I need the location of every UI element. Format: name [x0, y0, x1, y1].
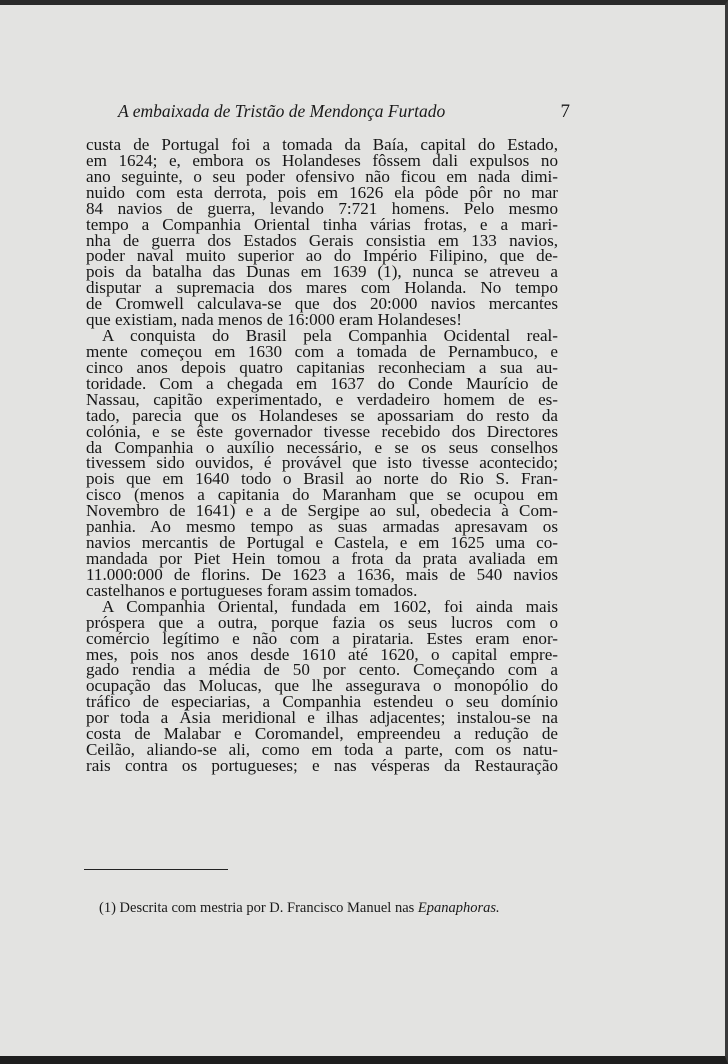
- text-line: próspera que a outra, porque fazia os seus lucros com o: [86, 612, 558, 632]
- text-line: em 1624; e, embora os Holandeses fôssem dali expulsos no: [86, 150, 558, 170]
- text-line: da Companhia o auxílio necessário, e se os seus conselhos: [86, 437, 558, 457]
- text-line: tráfico de especiarias, a Companhia estendeu o seu domínio: [86, 692, 558, 712]
- text-line: mandada por Piet Hein tomou a frota da prata avaliada em: [86, 548, 558, 568]
- paragraph-end-line: que existiam, nada menos de 16:000 eram Holandeses!: [86, 310, 462, 330]
- running-title: A embaixada de Tristão de Mendonça Furtado: [118, 101, 446, 121]
- text-line: nha de guerra dos Estados Gerais consistia em 133 navios,: [86, 230, 558, 250]
- text-line: rais contra os portugueses; e nas vésperas da Restauração: [86, 755, 558, 775]
- paragraph-start-line: A Companhia Oriental, fundada em 1602, foi ainda mais: [102, 596, 558, 616]
- text-line: colónia, e se êste governador tivesse recebido dos Directores: [86, 421, 558, 441]
- text-line: por toda a Ásia meridional e ilhas adjacentes; instalou-se na: [86, 708, 558, 728]
- text-line: costa de Malabar e Coromandel, empreendeu a redução de: [86, 724, 558, 744]
- text-line: ocupação das Molucas, que lhe assegurava o monopólio do: [86, 676, 558, 696]
- paragraph-end-line: castelhanos e portugueses foram assim tomados.: [86, 580, 418, 600]
- running-head: [118, 101, 570, 125]
- body-text: [86, 137, 558, 774]
- text-line: navios mercantis de Portugal e Castela, e em 1625 uma co-: [86, 533, 558, 553]
- footnote-work-title: Epanaphoras.: [417, 900, 500, 916]
- footnote-separator: [84, 869, 228, 870]
- page-number: 7: [560, 101, 570, 122]
- footnote-text: (1) Descrita com mestria por D. Francisco Manuel nas: [99, 900, 418, 916]
- text-line: 11.000:000 de florins. De 1623 a 1636, mais de 540 navios: [86, 564, 558, 584]
- text-line: mes, pois nos anos desde 1610 até 1620, o capital empre-: [86, 644, 558, 664]
- footnote: [99, 900, 569, 917]
- text-line: custa de Portugal foi a tomada da Baía, capital do Estado,: [86, 135, 558, 154]
- text-line: comércio legítimo e não com a pirataria. Estes eram enor-: [86, 628, 558, 648]
- text-line: Nassau, capitão experimentado, e verdadeiro homem de es-: [86, 389, 558, 409]
- text-line: cinco anos depois quatro capitanias reconheciam a sua au-: [86, 357, 558, 377]
- text-line: disputar a supremacia dos mares com Holanda. No tempo: [86, 278, 558, 298]
- text-line: 84 navios de guerra, levando 7:721 homens. Pelo mesmo: [86, 198, 558, 218]
- text-line: Novembro de 1641) e a de Sergipe ao sul, obedecia à Com-: [86, 501, 558, 521]
- text-line: Ceilão, aliando-se ali, como em toda a parte, com os natu-: [86, 740, 558, 760]
- text-line: tado, parecia que os Holandeses se apossariam do resto da: [86, 405, 558, 425]
- text-line: toridade. Com a chegada em 1637 do Conde Maurício de: [86, 373, 558, 393]
- text-line: de Cromwell calculava-se que dos 20:000 navios mercantes: [86, 294, 558, 314]
- text-line: panhia. Ao mesmo tempo as suas armadas apresavam os: [86, 517, 558, 537]
- text-line: pois da batalha das Dunas em 1639 (1), nunca se atreveu a: [86, 262, 558, 282]
- text-line: tempo a Companhia Oriental tinha várias frotas, e a mari-: [86, 214, 558, 234]
- text-line: mente começou em 1630 com a tomada de Pernambuco, e: [86, 341, 558, 361]
- text-line: ano seguinte, o seu poder ofensivo não ficou em nada dimi-: [86, 166, 558, 186]
- text-line: cisco (menos a capitania do Maranham que se ocupou em: [86, 485, 558, 505]
- text-line: poder naval muito superior ao do Império Filipino, que de-: [86, 246, 558, 266]
- text-line: tivessem sido ouvidos, é provável que isto tivesse acontecido;: [86, 453, 558, 473]
- text-line: gado rendia a média de 50 por cento. Começando com a: [86, 660, 558, 680]
- text-line: pois que em 1640 todo o Brasil ao norte do Rio S. Fran-: [86, 469, 558, 489]
- text-line: nuido com esta derrota, pois em 1626 ela pôde pôr no mar: [86, 182, 558, 202]
- paragraph-start-line: A conquista do Brasil pela Companhia Ocidental real-: [102, 326, 558, 346]
